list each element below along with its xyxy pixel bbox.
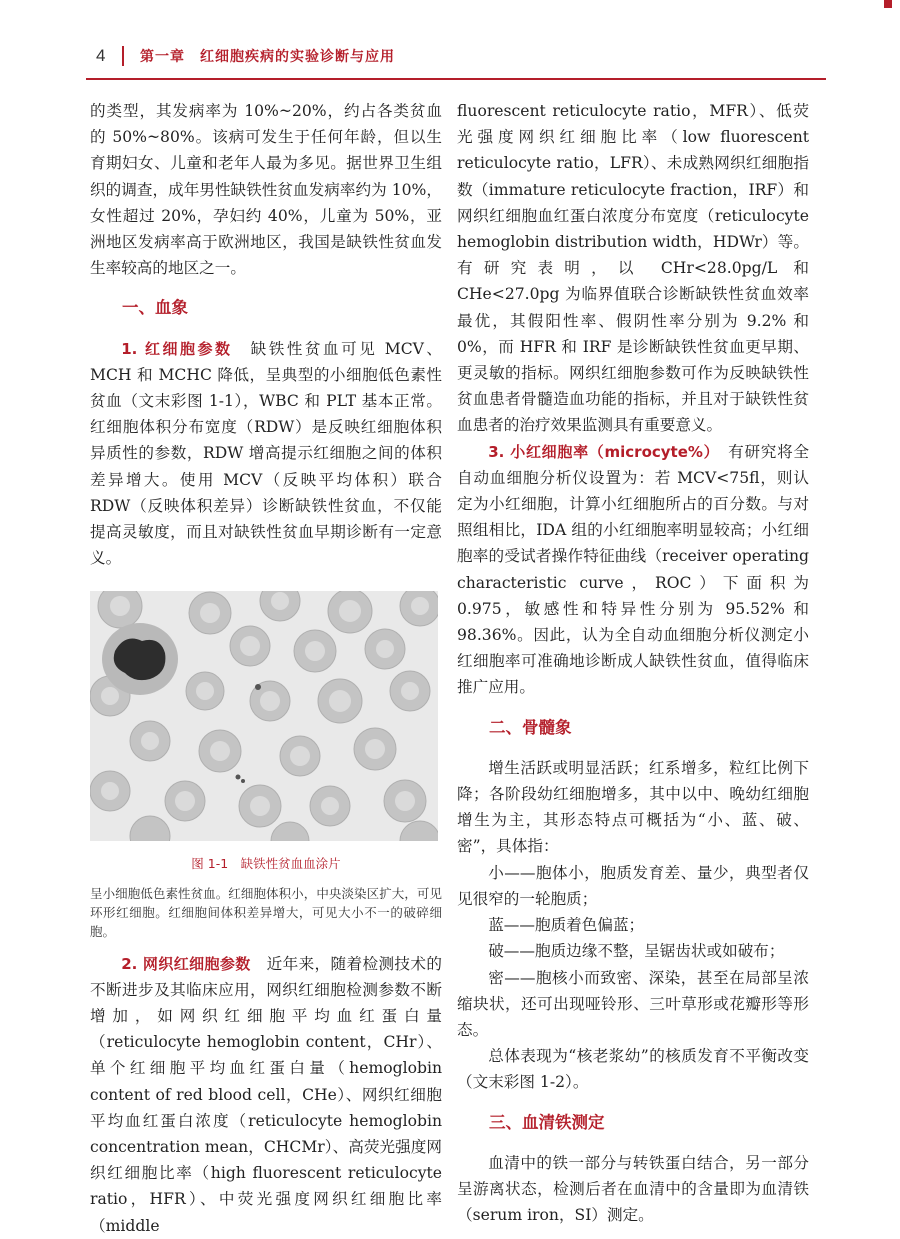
figure-caption: 图 1-1 缺铁性贫血血涂片 <box>191 856 341 872</box>
section-bone-marrow-title: 二、骨髓象 <box>489 717 572 737</box>
retic-params-text: 近年来，随着检测技术的不断进步及其临床应用，网织红细胞检测参数不断增加，如网织红细胞平均血红蛋白量（reticulocyte hemoglobin content，CHr）、单个红细胞平均血红蛋白量（hemoglobin content of red blood cell，CHe）、网织红细胞平均血红蛋白浓度（reticulocyte hemoglobin concentration mean，CHCMr）、高荧光强度网织红细胞比率（high fluorescent reticulocyte ratio，HFR）、中荧光强度网织红细胞比率（middle <box>90 954 442 1235</box>
retic-params-title: 2. 网织红细胞参数 <box>121 954 251 973</box>
corner-mark <box>884 0 892 8</box>
left-column <box>90 98 442 1239</box>
figure-note: 呈小细胞低色素性贫血。红细胞体积小，中央淡染区扩大，可见环形红细胞。红细胞间体积差异增大，可见大小不一的破碎细胞。 <box>90 885 442 939</box>
header-rule <box>86 78 826 80</box>
intro-paragraph: 的类型，其发病率为 10%~20%，约占各类贫血的 50%~80%。该病可发生于任何年龄，但以生育期妇女、儿童和老年人最为多见。据世界卫生组织的调查，成年男性缺铁性贫血发病率约为 10%，女性超过 20%，孕妇约 40%，儿童为 50%，亚洲地区发病率高于欧洲地区，我国是缺铁性贫血发生率较高的地区之一。 <box>90 102 442 278</box>
microcyte-paragraph <box>457 439 809 701</box>
page-header <box>0 0 900 80</box>
marrow-item-broken: 破——胞质边缘不整，呈锯齿状或如破布； <box>488 942 785 961</box>
blood-smear-figure <box>90 591 438 841</box>
rbc-params-title: 1. 红细胞参数 <box>121 339 233 358</box>
marrow-item-blue: 蓝——胞质着色偏蓝； <box>488 916 645 935</box>
chapter-title: 第一章 红细胞疾病的实验诊断与应用 <box>140 49 395 65</box>
section-blood-picture-title: 一、血象 <box>122 298 188 318</box>
microcyte-text: 有研究将全自动血细胞分析仪设置为：若 MCV<75fl，则认定为小红细胞，计算小红细胞所占的百分数。与对照组相比，IDA 组的小红细胞率明显较高；小红细胞率的受试者操作特征曲线（receiver operating characteristic curve，ROC）下面积为 0.975，敏感性和特异性分别为 95.52% 和 98.36%。因此，认为全自动血细胞分析仪测定小红细胞率可准确地诊断成人缺铁性贫血，值得临床推广应用。 <box>457 442 809 697</box>
section-serum-iron-title: 三、血清铁测定 <box>489 1112 605 1132</box>
header-divider <box>122 46 124 66</box>
blood-smear-image <box>90 591 438 841</box>
microcyte-title: 3. 小红细胞率（microcyte%） <box>488 442 712 461</box>
retic-continued-paragraph: fluorescent reticulocyte ratio，MFR）、低荧光强度网织红细胞比率（low fluorescent reticulocyte ratio，LFR）、未成熟网织红细胞指数（immature reticulocyte fraction，IRF）和网织红细胞血红蛋白浓度分布宽度（reticulocyte hemoglobin distribution width，HDWr）等。有研究表明，以 CHr<28.0pg/L 和 CHe<27.0pg 为临界值联合诊断缺铁性贫血效率最优，其假阳性率、假阴性率分别为 9.2% 和 0%，而 HFR 和 IRF 是诊断缺铁性贫血更早期、更灵敏的指标。网织红细胞参数可作为反映缺铁性贫血患者骨髓造血功能的指标，并且对于缺铁性贫血患者的治疗效果监测具有重要意义。 <box>457 102 809 435</box>
right-column <box>457 98 809 1228</box>
marrow-item-dense: 密——胞核小而致密、深染，甚至在局部呈浓缩块状，还可出现哑铃形、三叶草形或花瓣形等形态。 <box>457 968 809 1039</box>
marrow-item-small: 小——胞体小，胞质发育差、量少，典型者仅见很窄的一轮胞质； <box>457 863 809 908</box>
marrow-intro: 增生活跃或明显活跃；红系增多，粒红比例下降；各阶段幼红细胞增多，其中以中、晚幼红细胞增生为主，其形态特点可概括为“小、蓝、破、密”，具体指： <box>457 758 809 856</box>
marrow-summary: 总体表现为“核老浆幼”的核质发育不平衡改变（文末彩图 1-2）。 <box>457 1047 809 1092</box>
serum-iron-paragraph: 血清中的铁一部分与转铁蛋白结合，另一部分呈游离状态，检测后者在血清中的含量即为血清铁（serum iron，SI）测定。 <box>457 1153 809 1225</box>
retic-params-paragraph <box>90 951 442 1239</box>
page-number: 4 <box>96 46 106 65</box>
rbc-params-text: 缺铁性贫血可见 MCV、MCH 和 MCHC 降低，呈典型的小细胞低色素性贫血（文末彩图 1-1），WBC 和 PLT 基本正常。红细胞体积分布宽度（RDW）是反映红细胞体积异质性的参数，RDW 增高提示红细胞之间的体积差异增大。使用 MCV（反映平均体积）联合 RDW（反映体积差异）诊断缺铁性贫血，不仅能提高灵敏度，而且对缺铁性贫血早期诊断有一定意义。 <box>90 339 442 568</box>
rbc-params-paragraph <box>90 336 442 572</box>
